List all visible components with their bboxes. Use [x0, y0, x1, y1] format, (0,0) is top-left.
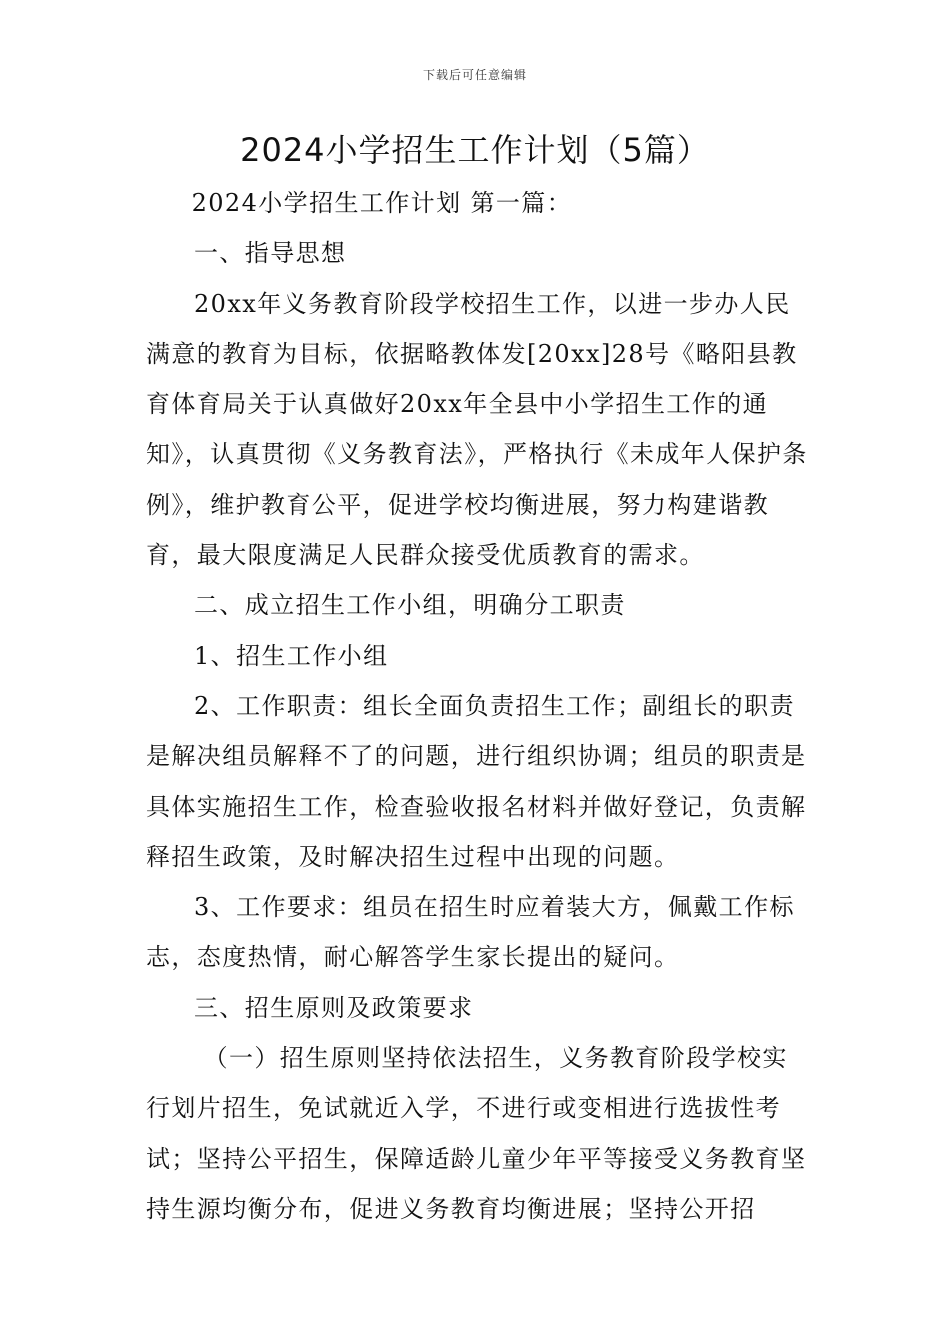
paragraph-enrollment-principles: （一）招生原则坚持依法招生，义务教育阶段学校实行划片招生，免试就近入学，不进行或变相进行选拔性考试；坚持公平招生，保障适龄儿童少年平等接受义务教育坚持生源均衡分布，促进义务教育均衡进展；坚持公开招 — [146, 1044, 807, 1223]
section-heading-guiding-ideology: 一、指导思想 — [194, 239, 347, 268]
section-heading-principles: 三、招生原则及政策要求 — [194, 993, 474, 1022]
paragraph-guiding-ideology: 20xx年义务教育阶段学校招生工作，以进一步办人民满意的教育为目标，依据略教体发[20xx]28号《略阳县教育体育局关于认真做好20xx年全县中小学招生工作的通知》，认真贯彻《义务教育法》，严格执行《未成年人保护条例》，维护教育公平，促进学校均衡进展，努力构建谐教育，最大限度满足人民群众接受优质教育的需求。 — [146, 289, 808, 570]
section-heading-part-one: 2024小学招生工作计划 第一篇： — [191, 189, 573, 217]
document-body — [146, 178, 811, 1234]
header-note: 下载后可任意编辑 — [422, 68, 527, 82]
subheading-working-group: 1、招生工作小组 — [194, 641, 389, 670]
document-title: 2024小学招生工作计划（5篇） — [240, 131, 710, 169]
paragraph-work-requirements: 3、工作要求：组员在招生时应着装大方，佩戴工作标志，态度热情，耐心解答学生家长提出的疑问。 — [146, 893, 795, 972]
paragraph-work-duties: 2、工作职责：组长全面负责招生工作；副组长的职责是解决组员解释不了的问题，进行组织协调；组员的职责是具体实施招生工作，检查验收报名材料并做好登记，负责解释招生政策，及时解决招生过程中出现的问题。 — [146, 691, 807, 871]
section-heading-working-group: 二、成立招生工作小组，明确分工职责 — [194, 591, 626, 620]
